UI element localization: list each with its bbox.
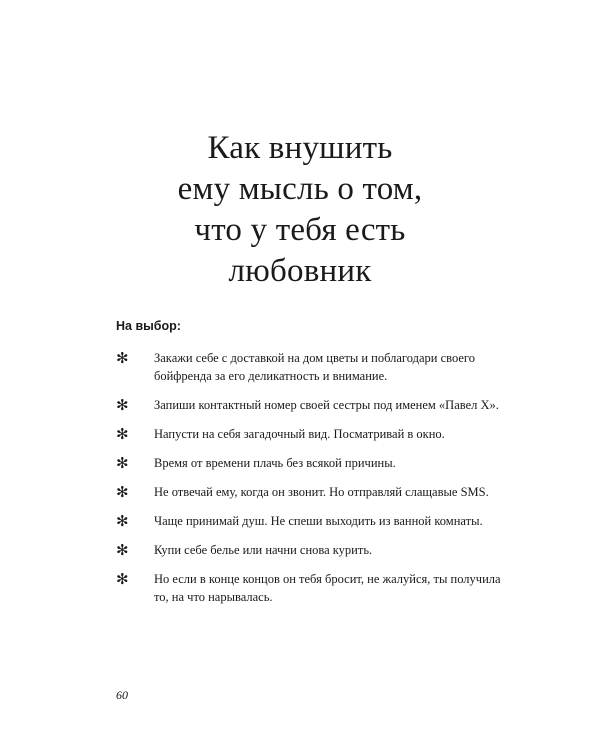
- options-subheading: На выбор:: [116, 319, 181, 333]
- list-item-text: Чаще принимай душ. Не спеши выходить из ванной комнаты.: [154, 514, 483, 528]
- title-line: что у тебя есть: [194, 212, 406, 248]
- list-item-text: Напусти на себя загадочный вид. Посматривай в окно.: [154, 427, 445, 441]
- list-item: [116, 349, 516, 385]
- title-line: любовник: [228, 253, 372, 289]
- list-item: [116, 570, 516, 606]
- asterisk-bullet-icon: ✻: [116, 396, 129, 414]
- list-item: [116, 454, 516, 472]
- tips-list: [116, 349, 516, 617]
- list-item: [116, 425, 516, 443]
- list-item-text: Время от времени плачь без всякой причины.: [154, 456, 396, 470]
- asterisk-bullet-icon: ✻: [116, 541, 129, 559]
- list-item-text: Запиши контактный номер своей сестры под именем «Павел Х».: [154, 398, 499, 412]
- list-item: [116, 483, 516, 501]
- asterisk-bullet-icon: ✻: [116, 349, 129, 367]
- asterisk-bullet-icon: ✻: [116, 454, 129, 472]
- list-item-text: Но если в конце концов он тебя бросит, не жалуйся, ты получила то, на что нарывалась.: [154, 572, 501, 604]
- list-item: [116, 541, 516, 559]
- asterisk-bullet-icon: ✻: [116, 425, 129, 443]
- chapter-title: [0, 128, 600, 292]
- page-number: 60: [116, 688, 128, 702]
- list-item-text: Не отвечай ему, когда он звонит. Но отправляй слащавые SMS.: [154, 485, 489, 499]
- list-item-text: Закажи себе с доставкой на дом цветы и поблагодари своего бойфренда за его деликатность и внимание.: [154, 351, 475, 383]
- title-line: ему мысль о том,: [177, 171, 423, 207]
- title-line: Как внушить: [207, 130, 393, 166]
- asterisk-bullet-icon: ✻: [116, 483, 129, 501]
- list-item: [116, 396, 516, 414]
- asterisk-bullet-icon: ✻: [116, 570, 129, 588]
- list-item-text: Купи себе белье или начни снова курить.: [154, 543, 373, 557]
- asterisk-bullet-icon: ✻: [116, 512, 129, 530]
- list-item: [116, 512, 516, 530]
